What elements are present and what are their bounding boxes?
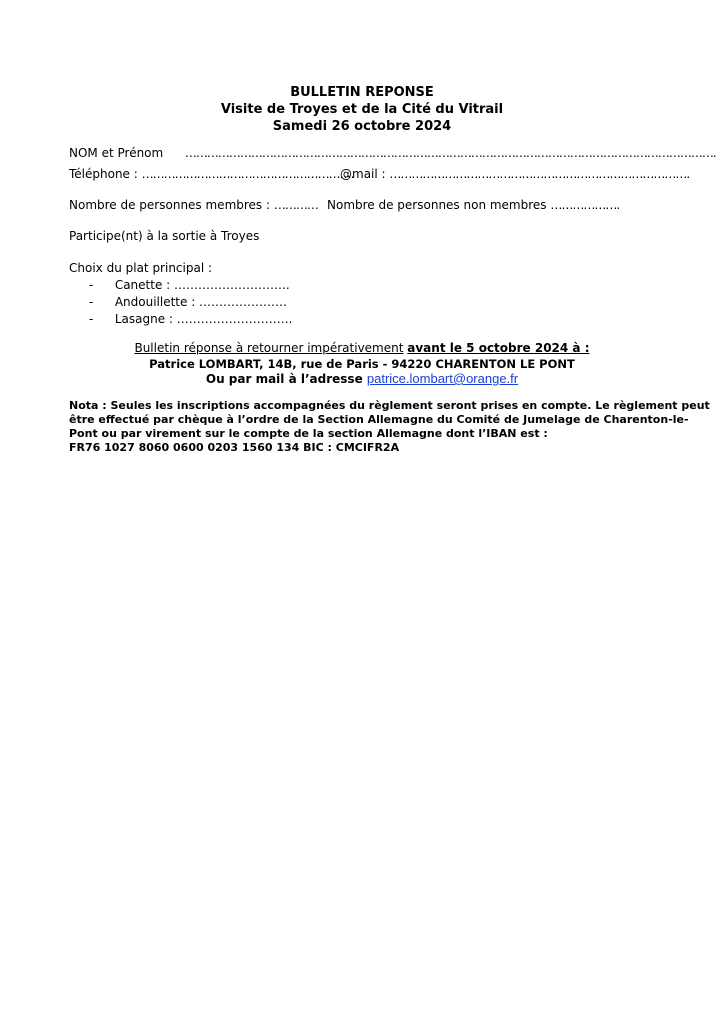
postal-address: Patrice LOMBART, 14B, rue de Paris - 94220 CHARENTON LE PONT [149,357,575,371]
dish-bullet: - [89,312,94,326]
participation-text: Participe(nt) à la sortie à Troyes [69,229,260,243]
nota-line-2: être effectué par chèque à l’ordre de la Section Allemagne du Comité de Jumelage de Charenton-le- [69,413,689,426]
document-title: BULLETIN REPONSE [290,85,434,100]
return-deadline-line [0,340,724,356]
dish-text: Lasagne : ……………………….. [114,312,293,326]
dish-bullet: - [89,278,94,292]
nonmembers-field-dots[interactable]: ………………. [550,198,620,212]
return-deadline: avant le 5 octobre 2024 à : [407,341,590,355]
dish-item-canette[interactable] [89,277,290,293]
phone-field-dots[interactable]: …………………………………………………. [141,167,354,181]
nota-line-1: Nota : Seules les inscriptions accompagnées du règlement seront prises en compte. Le règlement peut [69,399,710,412]
return-instruction: Bulletin réponse à retourner impérativement [134,341,404,355]
phone-field-row [69,166,353,182]
dish-item-andouillette[interactable] [89,294,287,310]
nonmembers-field-row [327,197,619,213]
name-field-dots[interactable]: ………………………………………………………………………………………………………………………………. [184,146,716,160]
name-field-row [69,145,716,161]
email-line [0,371,724,387]
dish-heading: Choix du plat principal : [69,261,213,275]
nonmembers-label: Nombre de personnes non membres [327,198,547,212]
dish-text: Andouillette : …………………. [114,295,287,309]
name-label: NOM et Prénom [69,146,164,160]
document-date: Samedi 26 octobre 2024 [272,119,452,134]
members-label: Nombre de personnes membres : [69,198,271,212]
dish-bullet: - [89,295,94,309]
email-field-row [340,166,689,182]
contact-email-link[interactable]: patrice.lombart@orange.fr [366,371,519,386]
document-subtitle: Visite de Troyes et de la Cité du Vitrail [220,102,504,117]
email-prefix: Ou par mail à l’adresse [205,372,363,386]
dish-text: Canette : ……………………….. [114,278,290,292]
members-field-row [69,197,318,213]
dish-item-lasagne[interactable] [89,311,292,327]
phone-label: Téléphone : [69,167,138,181]
members-field-dots[interactable]: ………… [273,198,318,212]
email-label: @mail : [340,167,386,181]
iban-bic-line: FR76 1027 8060 0600 0203 1560 134 BIC : CMCIFR2A [69,441,400,454]
nota-line-3: Pont ou par virement sur le compte de la section Allemagne dont l’IBAN est : [69,427,548,440]
email-field-dots[interactable]: ………………………………………………………………………. [389,167,690,181]
